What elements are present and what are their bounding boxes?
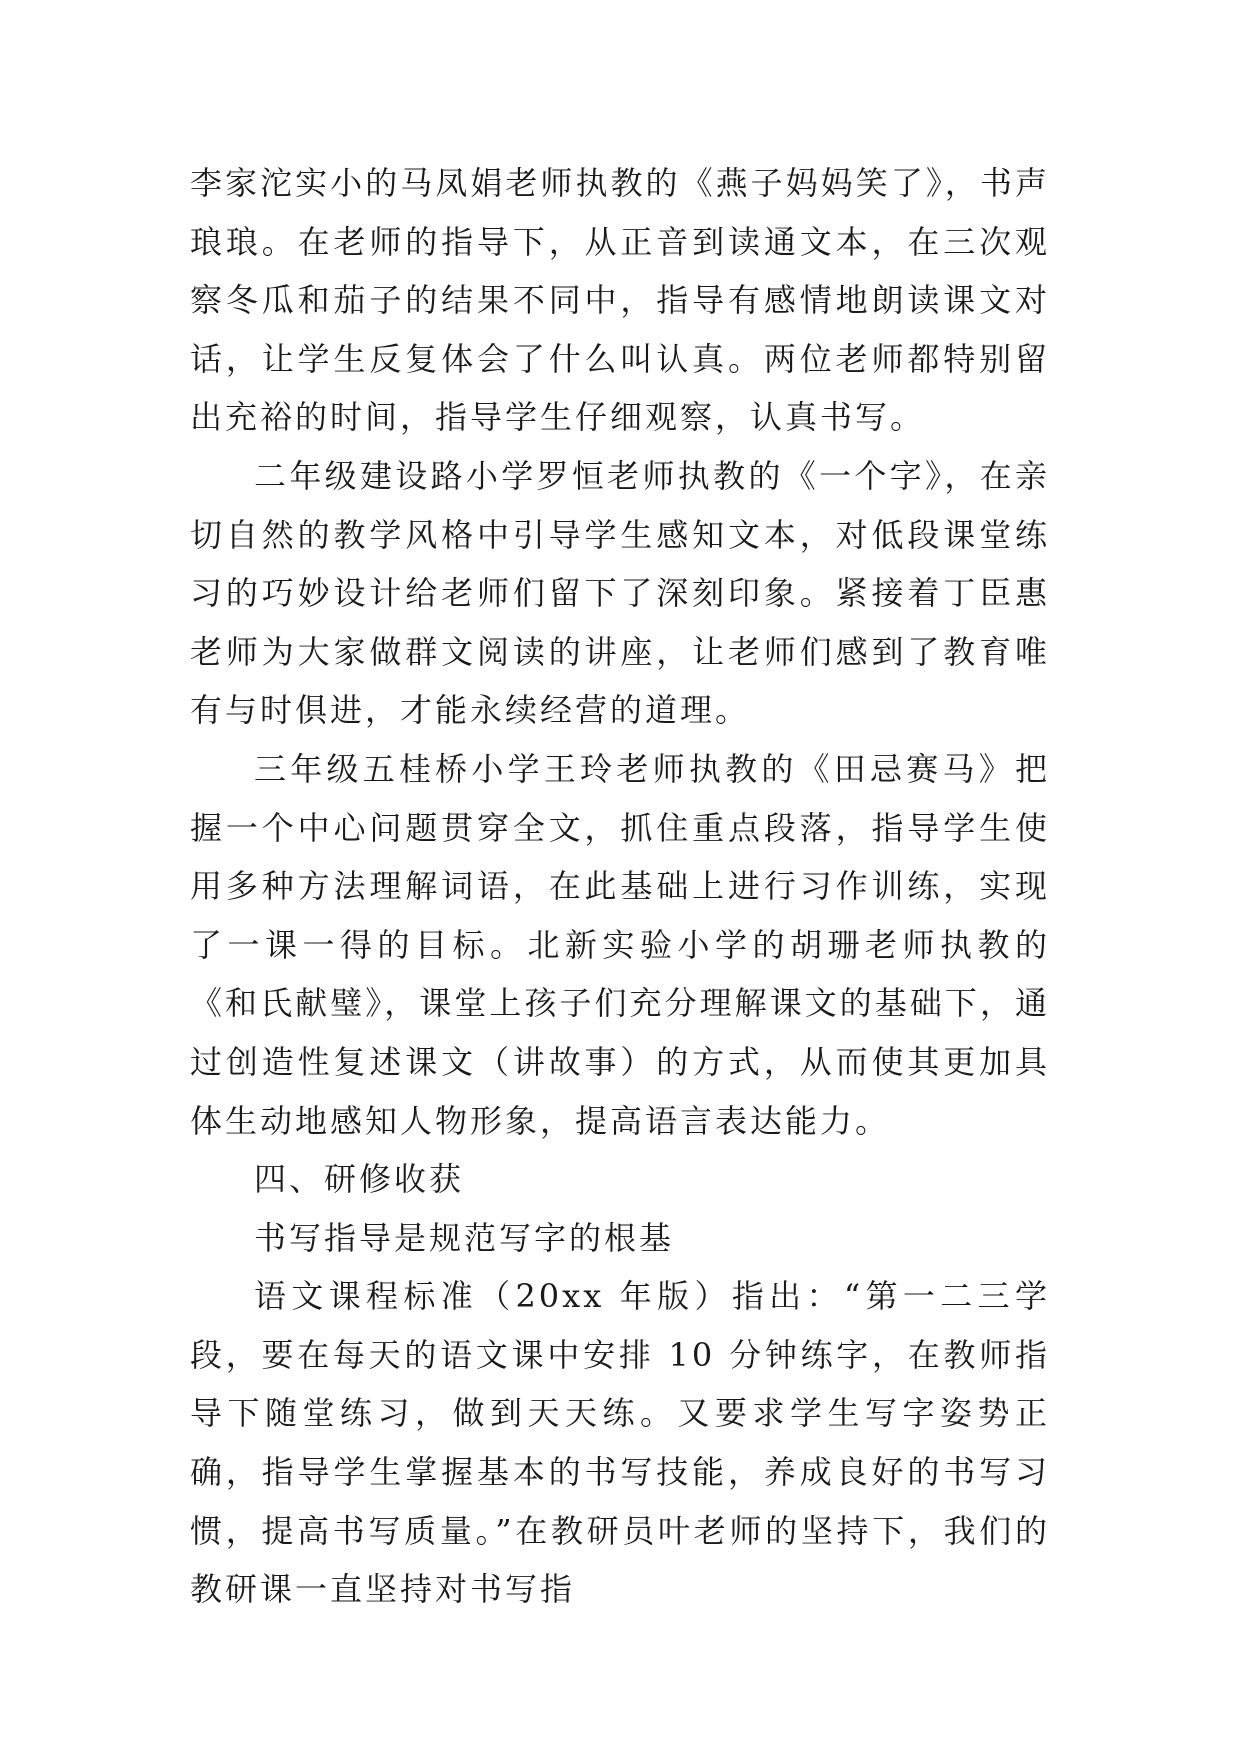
- subsection-heading: 书写指导是规范写字的根基: [254, 1218, 675, 1257]
- document-body: [190, 154, 1050, 1619]
- paragraph-3: 三年级五桂桥小学王玲老师执教的《田忌赛马》把握一个中心问题贯穿全文，抓住重点段落，指导学生使用多种方法理解词语，在此基础上进行习作训练，实现了一课一得的目标。北新实验小学的胡珊老师执教的《和氏献璧》，课堂上孩子们充分理解课文的基础下，通过创造性复述课文（讲故事）的方式，从而使其更加具体生动地感知人物形象，提高语言表达能力。: [190, 749, 1050, 1140]
- section-heading: 四、研修收获: [254, 1160, 465, 1199]
- paragraph-4: 语文课程标准（20xx 年版）指出：“第一二三学段，要在每天的语文课中安排 10 分钟练字，在教师指导下随堂练习，做到天天练。又要求学生写字姿势正确，指导学生掌握基本的书写技能，养成良好的书写习惯，提高书写质量。”在教研员叶老师的坚持下，我们的教研课一直坚持对书写指: [190, 1277, 1050, 1609]
- paragraph-1: 李家沱实小的马凤娟老师执教的《燕子妈妈笑了》，书声琅琅。在老师的指导下，从正音到读通文本，在三次观察冬瓜和茄子的结果不同中，指导有感情地朗读课文对话，让学生反复体会了什么叫认真。两位老师都特别留出充裕的时间，指导学生仔细观察，认真书写。: [190, 164, 1050, 437]
- paragraph-2: 二年级建设路小学罗恒老师执教的《一个字》，在亲切自然的教学风格中引导学生感知文本，对低段课堂练习的巧妙设计给老师们留下了深刻印象。紧接着丁臣惠老师为大家做群文阅读的讲座，让老师们感到了教育唯有与时俱进，才能永续经营的道理。: [190, 456, 1050, 730]
